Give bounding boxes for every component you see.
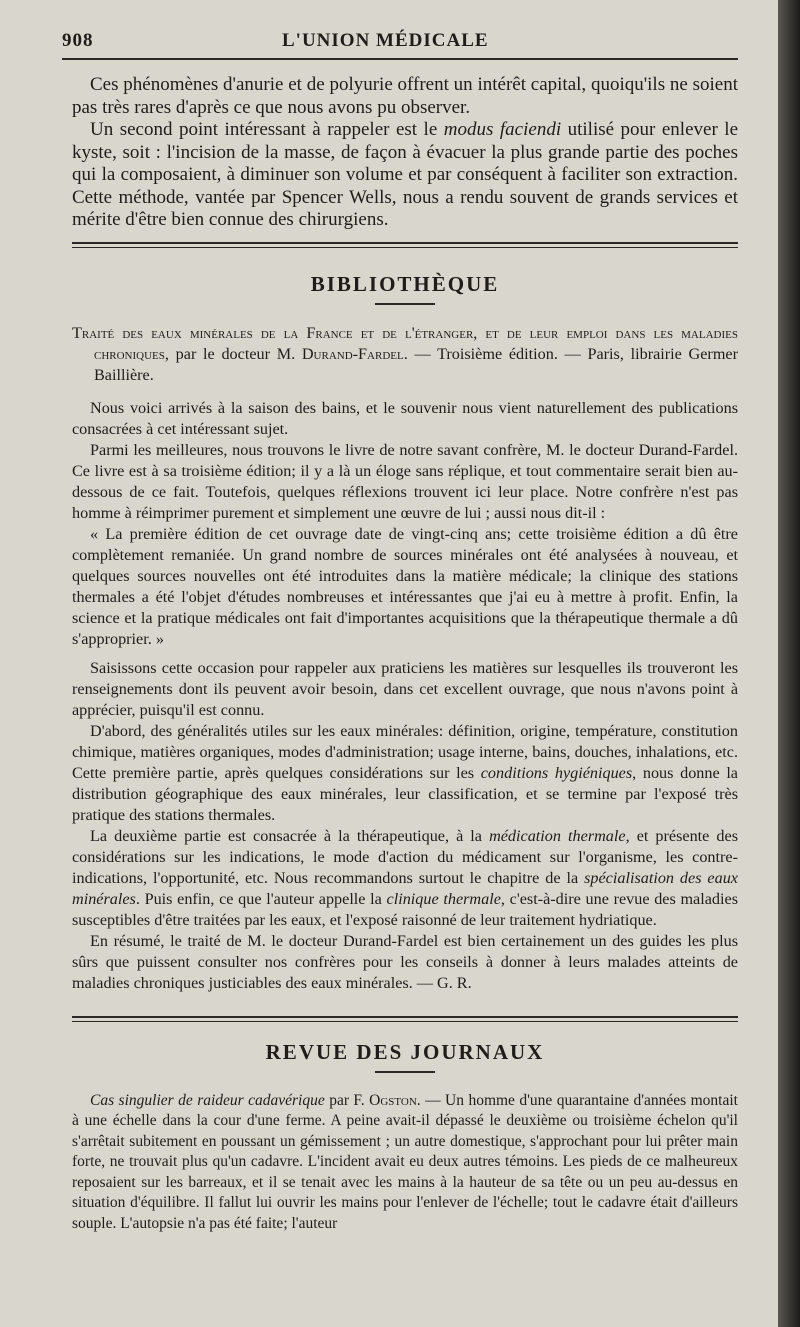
section-divider: [72, 242, 738, 248]
paragraph: En résumé, le traité de M. le docteur Durand-Fardel est bien certainement un des guides les plus sûrs que puissent consulter nos confrères pour les conseils à donner à leurs malades atteints de maladies chroniques justiciables des eaux minérales. — G. R.: [72, 931, 738, 992]
paragraph: Nous voici arrivés à la saison des bains, et le souvenir nous vient naturellement des publications consacrées à cet intéressant sujet.: [72, 398, 738, 438]
header-rule: [62, 58, 738, 60]
paragraph: Saisissons cette occasion pour rappeler aux praticiens les matières sur lesquelles ils trouveront les renseignements dont ils peuvent avoir besoin, dans cet excellent ouvrage, que nous n'avons point à apprécier, puisqu'il est connu.: [72, 658, 738, 719]
lead-text: [72, 74, 738, 232]
paragraph: Ces phénomènes d'anurie et de polyurie offrent un intérêt capital, quoiqu'ils ne soient pas très rares d'après ce que nous avons pu observer.: [72, 74, 738, 118]
paragraph: D'abord, des généralités utiles sur les eaux minérales: définition, origine, température, constitution chimique, matières organiques, modes d'administration; usage interne, bains, douches, inhalations, etc. Cette première partie, après quelques considérations sur les conditions hygiéniques, nous donne la distribution géographique des eaux minérales, leur classification, et se termine par l'exposé très pratique des stations thermales.: [72, 721, 738, 824]
page-number: 908: [62, 30, 94, 51]
section-title: REVUE DES JOURNAUX: [265, 1039, 545, 1064]
paragraph: Parmi les meilleures, nous trouvons le livre de notre savant confrère, M. le docteur Durand-Fardel. Ce livre est à sa troisième édition; il y a là un éloge sans réplique, et tout commentaire serait bien au-dessous de ce fait. Toutefois, quelques réflexions trouvent ici leur place. Notre confrère n'est pas homme à réimprimer purement et simplement une œuvre de lui ; aussi nous dit-il :: [72, 440, 738, 522]
paragraph: Cas singulier de raideur cadavérique par F. Ogston. — Un homme d'une quarantaine d'années montait à une échelle dans la cour d'une ferme. A peine avait-il dépassé le deuxième ou troisième échelon qu'il s'arrêtait subitement en poussant un gémissement ; un autre domestique, s'approchant pour lui prêter main forte, ne trouvait plus qu'un cadavre. L'incident avait eu deux autres témoins. Les pieds de ce malheureux reposaient sur les barreaux, et il se tenait avec les mains à la hauteur de sa tête ou un peu au-dessus en situation d'équilibre. Il fallut lui ouvrir les mains pour l'enlever de l'échelle; tout le cadavre était d'ailleurs souple. L'autopsie n'a pas été faite; l'auteur: [72, 1091, 738, 1232]
section-title: BIBLIOTHÈQUE: [310, 271, 500, 296]
title-dash: [375, 1071, 435, 1073]
section-divider: [72, 1016, 738, 1022]
bibliotheque-section: [72, 272, 738, 994]
book-citation: Traité des eaux minérales de la France et de l'étranger, et de leur emploi dans les maladies chroniques, par le docteur M. Durand-Fardel. — Troisième édition. — Paris, librairie Germer Baillière.: [72, 323, 738, 384]
paragraph: Un second point intéressant à rappeler est le modus faciendi utilisé pour enlever le kyste, soit : l'incision de la masse, de façon à évacuer la plus grande partie des poches qui la composaient, à diminuer son volume et par conséquent à faciliter son extraction. Cette méthode, vantée par Spencer Wells, nous a rendu souvent de grands services et mérite d'être bien connue des chirurgiens.: [72, 119, 738, 230]
journal-title: L'UNION MÉDICALE: [282, 30, 489, 51]
book-spine-edge: [778, 0, 800, 1327]
title-dash: [375, 303, 435, 305]
revue-section: [72, 1040, 738, 1235]
paragraph: La deuxième partie est consacrée à la thérapeutique, à la médication thermale, et présente des considérations sur les indications, le mode d'action du médicament sur l'organisme, les contre-indications, l'opportunité, etc. Nous recommandons surtout le chapitre de la spécialisation des eaux minérales. Puis enfin, ce que l'auteur appelle la clinique thermale, c'est-à-dire une revue des maladies susceptibles d'être traitées par les eaux, et l'exposé raisonné de leur traitement hydriatique.: [72, 826, 738, 929]
running-header: [62, 30, 738, 52]
quotation: « La première édition de cet ouvrage date de vingt-cinq ans; cette troisième édition a dû être complètement remaniée. Un grand nombre de sources minérales ont été analysées à nouveau, et quelques sources nouvelles ont été introduites dans la matière médicale; la clinique des stations thermales a été l'objet d'études nombreuses et intéressantes que j'ai eu à mettre à profit. Enfin, la science et la pratique médicales ont fait d'importantes acquisitions que la thérapeutique thermale a dû s'approprier. »: [72, 524, 738, 648]
